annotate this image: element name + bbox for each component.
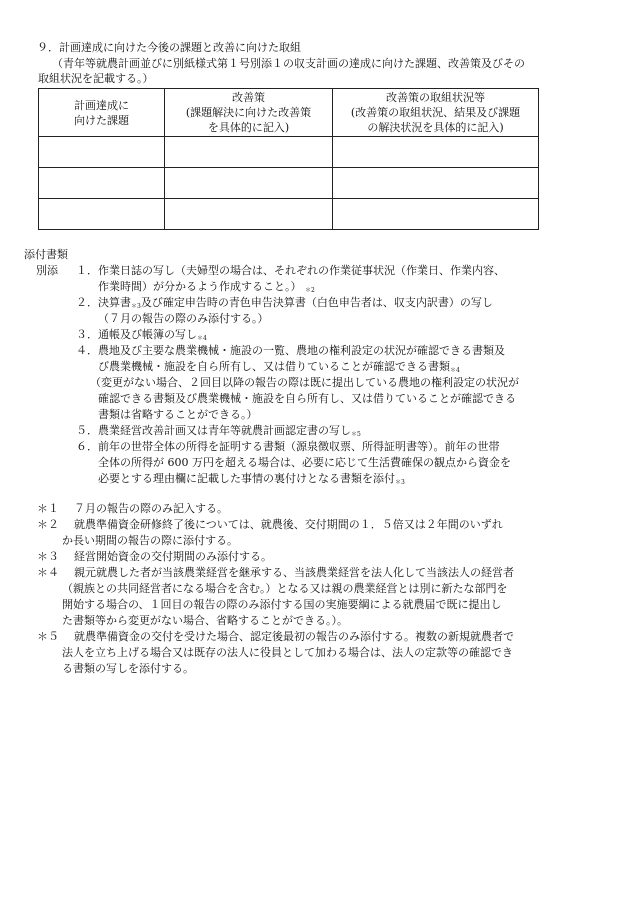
header-text: 向けた課題 xyxy=(74,113,129,127)
table-cell[interactable] xyxy=(39,137,165,168)
attachment-text: び農業機械・施設を自ら所有し、又は借りていることが確認できる書類＊4 xyxy=(98,360,460,374)
table-cell[interactable] xyxy=(333,137,539,168)
header-text: 改善策 xyxy=(232,91,265,104)
header-challenges xyxy=(39,89,165,137)
section-note-line-2: 取組状況を記載する。） xyxy=(38,72,154,85)
note-text: 法人を立ち上げる場合又は既存の法人に役員として加わる場合は、法人の定款等の確認でき xyxy=(62,646,513,659)
table-cell[interactable] xyxy=(39,168,165,199)
header-measures xyxy=(165,89,333,137)
section-title: ９．計画達成に向けた今後の課題と改善に向けた取組 xyxy=(37,41,301,54)
table-cell[interactable] xyxy=(333,168,539,199)
header-text: (改善策の取組状況、結果及び課題 xyxy=(350,106,521,119)
attachment-text: 決算書＊3及び確定申告時の青色申告決算書（白色申告者は、収支内訳書）の写し xyxy=(98,296,493,310)
header-text: 計画達成に xyxy=(74,98,129,112)
attachment-text: （変更がない場合、２回目以降の報告の際は既に提出している農地の権利設定の状況が xyxy=(90,376,519,389)
attachment-number: ５． xyxy=(76,424,98,437)
attachment-number: ２． xyxy=(76,296,98,309)
footnote-mark: ＊3 xyxy=(395,479,405,486)
attachment-text: 確認できる書類及び農業機械・施設を自ら所有し、又は借りていることが確認できる xyxy=(98,392,516,405)
note-text: 親元就農した者が当該農業経営を継承する、当該農業経営を法人化して当該法人の経営者 xyxy=(74,566,514,579)
table-cell[interactable] xyxy=(165,137,333,168)
header-status xyxy=(333,89,539,137)
table-row xyxy=(39,168,539,199)
attachment-text: 作業日誌の写し（夫婦型の場合は、それぞれの作業従事状況（作業日、作業内容、 xyxy=(98,264,505,277)
table-cell[interactable] xyxy=(333,199,539,230)
note-text: 開始する場合の、１回目の報告の際のみ添付する国の実施要綱による就農届で既に提出し xyxy=(62,598,502,611)
attachment-text: 必要とする理由欄に記載した事情の裏付けとなる書類を添付＊3 xyxy=(98,472,405,486)
note-text: 就農準備資金研修終了後については、就農後、交付期間の１．５倍又は２年間のいずれ xyxy=(74,518,503,531)
footnote-mark: ＊4 xyxy=(450,367,460,374)
attachment-number: ６． xyxy=(76,440,98,453)
attachment-number: １． xyxy=(76,264,98,277)
header-text: 改善策の取組状況等 xyxy=(386,91,485,104)
attachment-text: 書類は省略することができる。） xyxy=(98,408,258,421)
note-mark: ＊５ xyxy=(37,630,59,643)
attachment-number: ３． xyxy=(76,328,98,341)
note-text: ７月の報告の際のみ記入する。 xyxy=(74,502,228,515)
note-text: た書類等から変更がない場合、省略することができる。）。 xyxy=(62,614,348,627)
note-mark: ＊３ xyxy=(37,550,59,563)
section-note-line-1: （青年等就農計画並びに別紙様式第１号別添１の収支計画の達成に向けた課題、改善策及びその xyxy=(52,57,525,70)
attachment-text: 農業経営改善計画又は青年等就農計画認定書の写し＊5 xyxy=(98,424,361,438)
header-text: (課題解決に向けた改善策 xyxy=(185,106,312,119)
footnote-mark: ＊4 xyxy=(197,335,207,342)
header-text: を具体的に記入) xyxy=(207,121,290,134)
attachment-text: 農地及び主要な農業機械・施設の一覧、農地の権利設定の状況が確認できる書類及 xyxy=(98,344,505,357)
table-cell[interactable] xyxy=(39,199,165,230)
attachment-number: ４． xyxy=(76,344,98,357)
attachments-label: 別添 xyxy=(36,264,58,277)
attachments-heading: 添付書類 xyxy=(24,248,68,261)
header-text: の解決状況を具体的に記入) xyxy=(367,121,504,134)
table-cell[interactable] xyxy=(165,199,333,230)
footnote-mark: ＊5 xyxy=(351,431,361,438)
footnote-mark: ＊3 xyxy=(131,303,141,310)
attachment-text: 全体の所得が 600 万円を超える場合は、必要に応じて生活費確保の観点から資金を xyxy=(98,456,511,469)
table-row xyxy=(39,199,539,230)
note-text: か長い期間の報告の際に添付する。 xyxy=(62,534,238,547)
note-mark: ＊４ xyxy=(37,566,59,579)
note-text: （親族との共同経営者になる場合を含む。）となる又は親の農業経営とは別に新たな部門を xyxy=(62,582,508,595)
note-text: 経営開始資金の交付期間のみ添付する。 xyxy=(74,550,272,563)
attachment-text: 通帳及び帳簿の写し＊4 xyxy=(98,328,207,342)
attachment-text: 前年の世帯全体の所得を証明する書類（源泉徴収票、所得証明書等）。前年の世帯 xyxy=(98,440,500,453)
plan-table xyxy=(38,88,539,230)
footnote-mark: ＊2 xyxy=(305,287,315,294)
note-text: 就農準備資金の交付を受けた場合、認定後最初の報告のみ添付する。複数の新規就農者で xyxy=(74,630,514,643)
note-mark: ＊２ xyxy=(37,518,59,531)
note-text: る書類の写しを添付する。 xyxy=(62,662,194,675)
table-row xyxy=(39,137,539,168)
attachment-text: （７月の報告の際のみ添付する。） xyxy=(98,312,269,325)
attachment-text: 作業時間）が分かるよう作成すること。） ＊2 xyxy=(98,280,315,294)
table-cell[interactable] xyxy=(165,168,333,199)
note-mark: ＊１ xyxy=(37,502,59,515)
